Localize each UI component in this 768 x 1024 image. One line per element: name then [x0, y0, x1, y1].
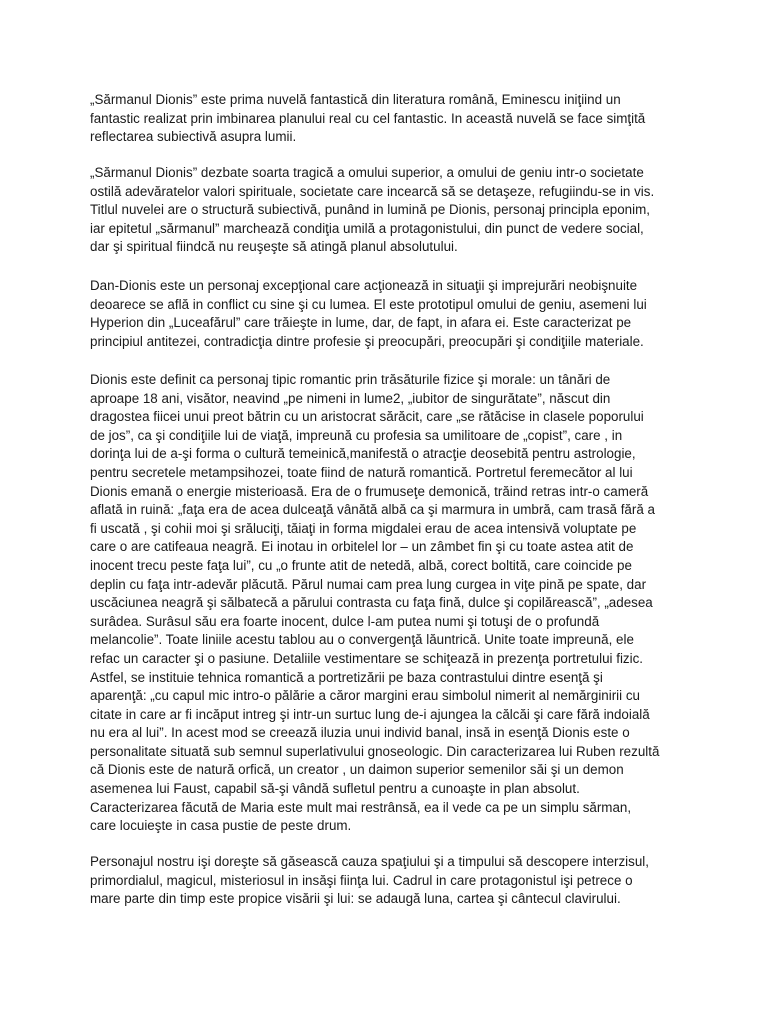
text-line: personalitate situată sub semnul superlativului gnoseologic. Din caracterizarea lui Ruben rezultă: [90, 743, 660, 759]
text-line: nu era al lui”. In acest mod se creează iluzia unui individ banal, insă in esenţă Dionis este o: [90, 725, 630, 741]
text-line: asemenea lui Faust, capabil să-şi vândă sufletul pentru a cunoaşte in plan absolut.: [90, 781, 580, 797]
text-line: Caracterizarea făcută de Maria este mult mai restrânsă, ea il vede ca pe un simplu sărman,: [90, 799, 632, 815]
text-line: ostilă adevăratelor valori spirituale, societate care incearcă să se detaşeze, refugiindu-se in vis.: [90, 183, 655, 199]
text-line: Hyperion din „Luceafărul” care trăieşte in lume, dar, de fapt, in afara ei. Este caracterizat pe: [90, 315, 632, 331]
text-line: aflată in ruină: „faţa era de acea dulceaţă vânătă albă ca şi marmura in umbră, cam trasă fără a: [90, 502, 655, 518]
paragraph-portrait: [90, 371, 659, 836]
text-line: mare parte din timp este propice visării şi lui: se adaugă luna, cartea şi cântecul clavirului.: [90, 891, 621, 907]
text-line: de jos”, ca şi condiţiile lui de viaţă, impreună cu profesia sa umilitoare de „copist”, care , in: [90, 427, 623, 443]
text-line: dragostea fiicei unui preot bătrin cu un aristocrat sărăcit, care „se rătăcise in clasele poporului: [90, 409, 644, 425]
text-line: fi uscată , şi cohii moi şi srăluciţi, tăiaţi in forma migdalei erau de acea intensivă voluptate pe: [90, 520, 637, 536]
text-line: deplin cu faţa intr-adevăr plăcută. Părul numai cam prea lung curgea in viţe pină pe spate, dar: [90, 576, 647, 592]
text-line: dorinţa lui de a-şi forma o cultură temeinică,manifestă o atracţie deosebită pentru astrologie,: [90, 446, 636, 462]
paragraph-theme: [90, 164, 654, 257]
text-line: Dan-Dionis este un personaj excepţional care acţionează in situaţii şi imprejurări neobişnuite: [90, 278, 638, 293]
text-line: care locuieşte in casa pustie de peste drum.: [90, 818, 352, 834]
paragraph-setting: [90, 853, 649, 909]
text-line: aparenţă: „cu capul mic intro-o pălărie a căror margini erau simbolul nimerit al nemărginirii cu: [90, 688, 640, 704]
text-line: citate in care ar fi incăput intreg şi intr-un surtuc lung de-i ajungea la călcăi şi care fără indoială: [90, 706, 650, 722]
text-line: Dionis emană o energie misterioasă. Era de o frumuseţe demonică, trăind retras intr-o cameră: [90, 483, 649, 499]
text-line: melancolie”. Toate liniile acestu tablou au o convergenţă lăuntrică. Unite toate impreună, ele: [90, 632, 634, 648]
text-line: fantastic realizat prin imbinarea planului real cu cel fantastic. In această nuvelă se face simţită: [90, 110, 646, 126]
text-line: dar şi spiritual fiindcă nu reuşeşte să atingă planul absolutului.: [90, 239, 458, 255]
text-line: principiul antitezei, contradicţia dintre profesie şi preocupări, preocupări şi condiţiile materiale.: [90, 333, 644, 349]
text-line: Personajul nostru işi doreşte să găsească cauza spaţiului şi a timpului să descopere interzisul,: [90, 854, 649, 869]
text-line: aproape 18 ani, visător, neavind „pe nimeni in lume2, „iubitor de singurătate”, născut din: [90, 390, 611, 406]
text-line: surâdea. Surâsul său era foarte inocent, dulce l-am putea numi şi totuşi de o profundă: [90, 613, 600, 629]
paragraph-intro: [90, 91, 645, 147]
paragraph-character: [90, 277, 647, 351]
text-line: Dionis este definit ca personaj tipic romantic prin trăsăturile fizice şi morale: un tânări de: [90, 372, 611, 387]
text-line: Titlul nuvelei are o structură subiectivă, punând in lumină pe Dionis, personaj principla eponim,: [90, 202, 650, 218]
text-line: pentru secretele metampsihozei, toate fiind de natură romantică. Portretul feremecător al lui: [90, 464, 633, 480]
text-line: reflectarea subiectivă asupra lumii.: [90, 129, 297, 145]
text-line: „Sărmanul Dionis” este prima nuvelă fantastică din literatura română, Eminescu iniţiind un: [90, 92, 621, 107]
text-line: refac un caracter şi o pasiune. Detaliile vestimentare se schiţează in prezenţa portretului fizic.: [90, 650, 644, 666]
text-line: primordialul, magicul, misteriosul in insăşi fiinţa lui. Cadrul in care protagonistul işi petrece o: [90, 872, 633, 888]
text-line: iar epitetul „sărmanul” marchează condiţia umilă a protagonistului, din punct de vedere social,: [90, 220, 644, 236]
text-line: deoarece se află in conflict cu sine şi cu lumea. El este prototipul omului de geniu, asemeni lui: [90, 296, 647, 312]
text-line: care o are catifeaua neagră. Ei inotau in orbitelel lor – un zâmbet fin şi cu toate astea atit de: [90, 539, 634, 555]
text-line: că Dionis este de natură orfică, un creator , un daimon superior semenilor săi şi un demon: [90, 762, 624, 778]
text-line: inocent trecu peste faţa lui”, cu „o frunte atit de netedă, albă, corect boltită, care coincide pe: [90, 557, 632, 573]
text-line: Astfel, se instituie tehnica romantică a portretizării pe baza contrastului dintre esenţă şi: [90, 669, 603, 685]
text-line: „Sărmanul Dionis” dezbate soarta tragică a omului superior, a omului de geniu intr-o societate: [90, 165, 644, 180]
text-line: uscăciunea neagră şi sălbatecă a părului contrasta cu faţa fină, dulce şi copilărească”, „adesea: [90, 595, 653, 611]
